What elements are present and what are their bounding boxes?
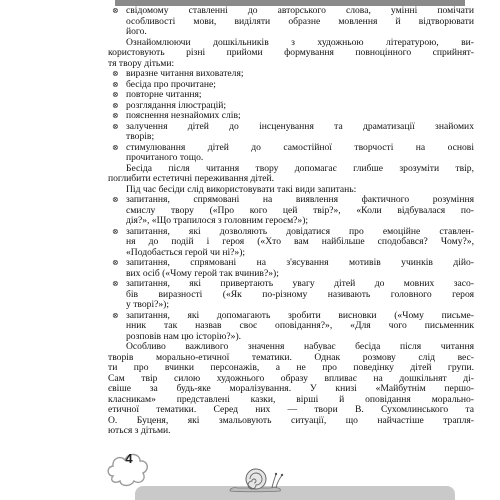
bullet-icon: ⊗ — [112, 79, 119, 89]
list-item-text: стимулювання дітей до самостійної творчості на основі — [126, 141, 474, 153]
list-continuation — [108, 6, 474, 38]
questions-list — [108, 195, 474, 342]
text-line: етичної тематики. Серед них — твори В. Сухомлинського та — [108, 404, 474, 415]
paragraph-conversation — [108, 164, 474, 185]
bullet-icon: ⊗ — [112, 226, 119, 236]
text-line: О. Буценя, які змальовують ситуації, що найчастіше трапля- — [108, 414, 474, 426]
bullet-icon: ⊗ — [112, 279, 119, 288]
text-line: творів морально-етичної тематики. Однак розмову слід вес- — [108, 351, 474, 363]
page-number: 4 — [125, 451, 133, 466]
list-item-text: пояснення незнайомих слів; — [126, 110, 241, 121]
page-footer — [0, 440, 500, 500]
list-item — [108, 258, 474, 279]
bullet-icon: ⊗ — [112, 310, 119, 320]
list-item-text: бесіда про прочитане; — [126, 78, 216, 90]
list-item-text: свідомому ставленні до авторського слова, умінні помічати — [126, 5, 474, 16]
list-item — [108, 311, 474, 343]
list-item-text: у творі?»); — [126, 299, 170, 310]
list-item-text: дія?», «Що трапилося з головним героєм?»); — [126, 215, 309, 226]
text-line: Сам твір силою художнього образу впливає на дошкільнят ді- — [108, 372, 474, 384]
list-item-text: нник так назвав своє оповідання?», «Для чого письменник — [126, 320, 474, 331]
list-item-text: запитання, які допомагають зробити висновки («Чому письме- — [126, 309, 474, 321]
paragraph-intro — [108, 38, 474, 70]
bullet-icon: ⊗ — [112, 69, 119, 78]
list-item-text: творів; — [126, 131, 155, 142]
list-item-text: його. — [126, 26, 147, 37]
list-item-text: залучення дітей до інсценування та драматизації знайомих — [126, 120, 474, 132]
list-item — [108, 227, 474, 259]
list-item-text: ня до подій і героя («Хто вам найбільше сподобався? Чому?», — [126, 236, 474, 247]
list-item-text: смислу твору («Про кого цей твір?», «Коли відбувалася по- — [126, 204, 474, 216]
text-line: Під час бесіди слід використовувати такі види запитань: — [126, 183, 357, 195]
list-item-text: запитання, спрямовані на виявлення фактичного розуміння — [126, 194, 474, 205]
list-item-text: запитання, які дозволяють довідатися про емоційне ставлен- — [126, 225, 474, 237]
bullet-icon: ⊗ — [112, 258, 119, 267]
text-line: тя твору дітьми: — [108, 57, 175, 69]
list-item-text: запитання, які привертають увагу дітей до мовних засо- — [126, 278, 474, 289]
methods-list — [108, 69, 474, 164]
text-line: ються з дітьми. — [108, 425, 171, 436]
list-item — [108, 143, 474, 164]
footer-ground-band — [135, 486, 455, 500]
list-item-text: вих осіб («Чому герой так вчинив?»); — [126, 267, 279, 279]
list-item-text: розповів нам цю історію?»). — [126, 330, 242, 342]
text-line: Бесіда після читання твору допомагає глибше зрозуміти твір, — [126, 162, 474, 174]
list-item — [108, 279, 474, 311]
list-item-text: бів виразності («Як по-різному називають головного героя — [126, 288, 474, 300]
bullet-icon: ⊗ — [112, 142, 119, 152]
bullet-icon: ⊗ — [112, 111, 119, 120]
text-line: поглибити естетичні переживання дітей. — [108, 173, 275, 184]
paragraph-moral-works — [108, 342, 474, 437]
text-line: користовують різні прийоми формування повноцінного сприйнят- — [108, 47, 474, 58]
list-item-text: запитання, спрямовані на з'ясування мотивів учинків дійо- — [126, 257, 474, 268]
list-item-text: повторне читання; — [126, 89, 202, 100]
bullet-icon: ⊗ — [112, 6, 119, 15]
list-item-text: розглядання ілюстрацій; — [126, 99, 227, 111]
bullet-icon: ⊗ — [112, 195, 119, 204]
list-item — [108, 195, 474, 227]
text-line: євіше за будь-яке моралізування. У книзі «Майбутнім першо- — [108, 383, 474, 394]
list-item — [108, 122, 474, 143]
text-line: Особливо важливого значення набуває бесіда після читання — [126, 341, 474, 352]
page-text — [108, 6, 474, 437]
text-line: ти про вчинки персонажів, а не про поведінку дітей групи. — [108, 362, 474, 373]
list-item-text: особливості мови, виділяти образне мовлення й відтворювати — [126, 15, 474, 27]
bullet-icon: ⊗ — [112, 121, 119, 131]
bullet-icon: ⊗ — [112, 100, 119, 110]
text-line: класникам» представлені казки, вірші й оповідання морально- — [108, 393, 474, 405]
list-item-text: виразне читання вихователя; — [126, 68, 244, 79]
snail-icon — [226, 466, 286, 494]
list-item-text: «Подобається герой чи ні?»); — [126, 246, 246, 258]
bullet-icon: ⊗ — [112, 90, 119, 99]
list-item-text: прочитаного тощо. — [126, 152, 204, 163]
text-line: Ознайомлюючи дошкільників з художньою літературою, ви- — [126, 36, 474, 48]
